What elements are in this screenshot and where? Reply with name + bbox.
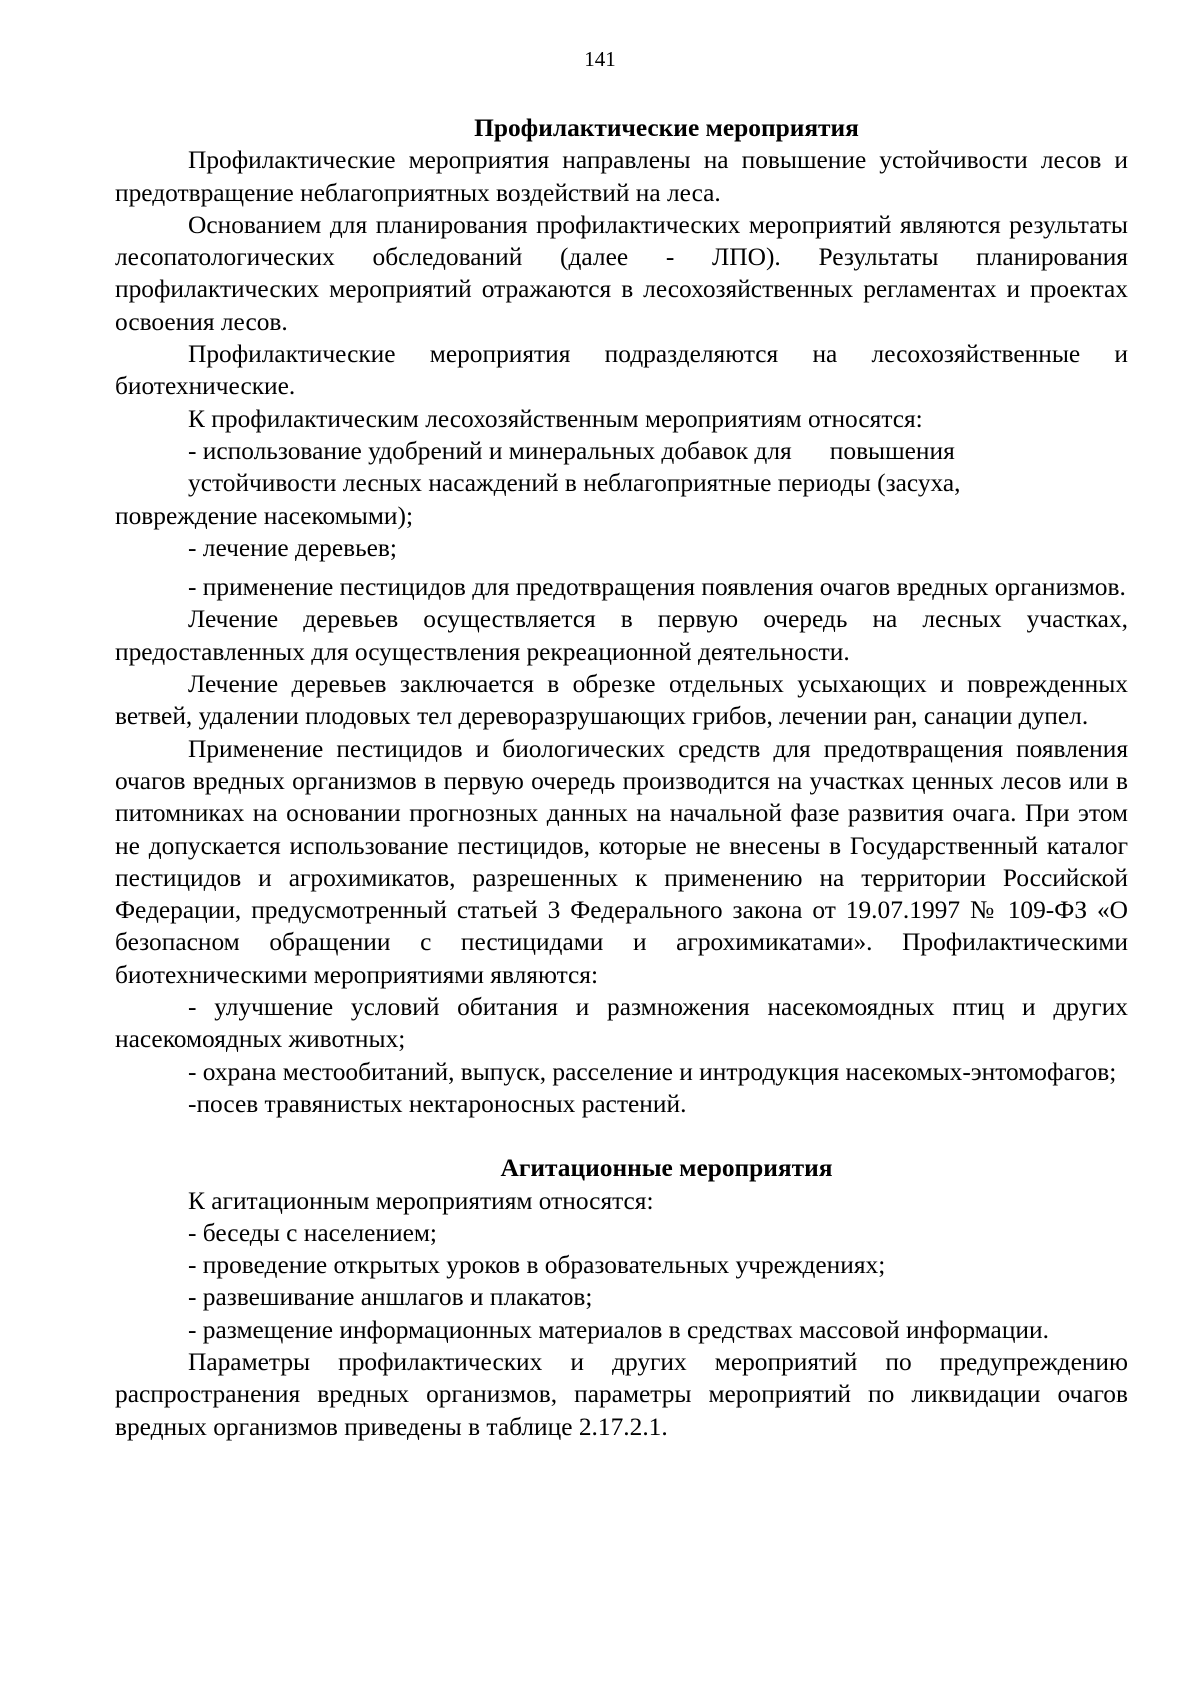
section-title-outreach: Агитационные мероприятия [500, 1154, 833, 1183]
document-body [115, 112, 1128, 1443]
list-item-nectar-plants: -посев травянистых нектароносных растений. [188, 1089, 687, 1118]
list-item-fertilizers-line1: - использование удобрений и минеральных добавок для повышения [188, 436, 955, 465]
list-item-fertilizers-line2: устойчивости лесных насаждений в неблагоприятные периоды (засуха, [188, 469, 961, 498]
paragraph-treatment-where: Лечение деревьев осуществляется в первую очередь на лесных участках, предоставленных для осуществления рекреационной деятельности. [115, 605, 1128, 666]
page-number: 141 [584, 47, 616, 71]
paragraph-closing: Параметры профилактических и других мероприятий по предупреждению распространения вредных организмов, параметры мероприятий по ликвидации очагов вредных организмов приведены в таблице 2.17.2.1. [115, 1347, 1128, 1441]
paragraph-treatment-what: Лечение деревьев заключается в обрезке отдельных усыхающих и поврежденных ветвей, удалении плодовых тел дереворазрушающих грибов, лечении ран, санации дупел. [115, 670, 1128, 731]
list-item-media: - размещение информационных материалов в средствах массовой информации. [188, 1315, 1049, 1344]
paragraph-preventive-purpose: Профилактические мероприятия направлены на повышение устойчивости лесов и предотвращение неблагоприятных воздействий на леса. [115, 146, 1128, 207]
list-item-conversations: - беседы с населением; [188, 1218, 437, 1247]
list-item-birds: - улучшение условий обитания и размножения насекомоядных птиц и других насекомоядных животных; [115, 993, 1128, 1054]
list-item-posters: - развешивание аншлагов и плакатов; [188, 1283, 593, 1312]
paragraph-planning-basis: Основанием для планирования профилактических мероприятий являются результаты лесопатологических обследований (далее - ЛПО). Результаты планирования профилактических мероприятий отражаются в лесохозяйственных регламентах и проектах освоения лесов. [115, 210, 1128, 336]
list-item-pesticides: - применение пестицидов для предотвращения появления очагов вредных организмов. [188, 573, 1126, 602]
paragraph-pesticides-use: Применение пестицидов и биологических средств для предотвращения появления очагов вредных организмов в первую очередь производится на участках ценных лесов или в питомниках на основании прогнозных данных на начальной фазе развития очага. При этом не допускается использование пестицидов, которые не внесены в Государственный каталог пестицидов и агрохимикатов, разрешенных к применению на территории Российской Федерации, предусмотренный статьей 3 Федерального закона от 19.07.1997 № 109-ФЗ «О безопасном обращении с пестицидами и агрохимикатами». Профилактическими биотехническими мероприятиями являются: [115, 734, 1128, 989]
paragraph-silvicultural-intro: К профилактическим лесохозяйственным мероприятиям относятся: [188, 404, 923, 433]
list-item-entomophages: - охрана местообитаний, выпуск, расселение и интродукция насекомых-энтомофагов; [188, 1057, 1117, 1086]
section-title-preventive: Профилактические мероприятия [474, 114, 859, 142]
paragraph-outreach-intro: К агитационным мероприятиям относятся: [188, 1186, 654, 1215]
paragraph-preventive-types: Профилактические мероприятия подразделяются на лесохозяйственные и биотехнические. [115, 340, 1128, 401]
list-item-tree-treatment: - лечение деревьев; [188, 533, 397, 562]
list-item-open-lessons: - проведение открытых уроков в образовательных учреждениях; [188, 1251, 886, 1280]
list-item-fertilizers-line3: повреждение насекомыми); [115, 501, 414, 530]
